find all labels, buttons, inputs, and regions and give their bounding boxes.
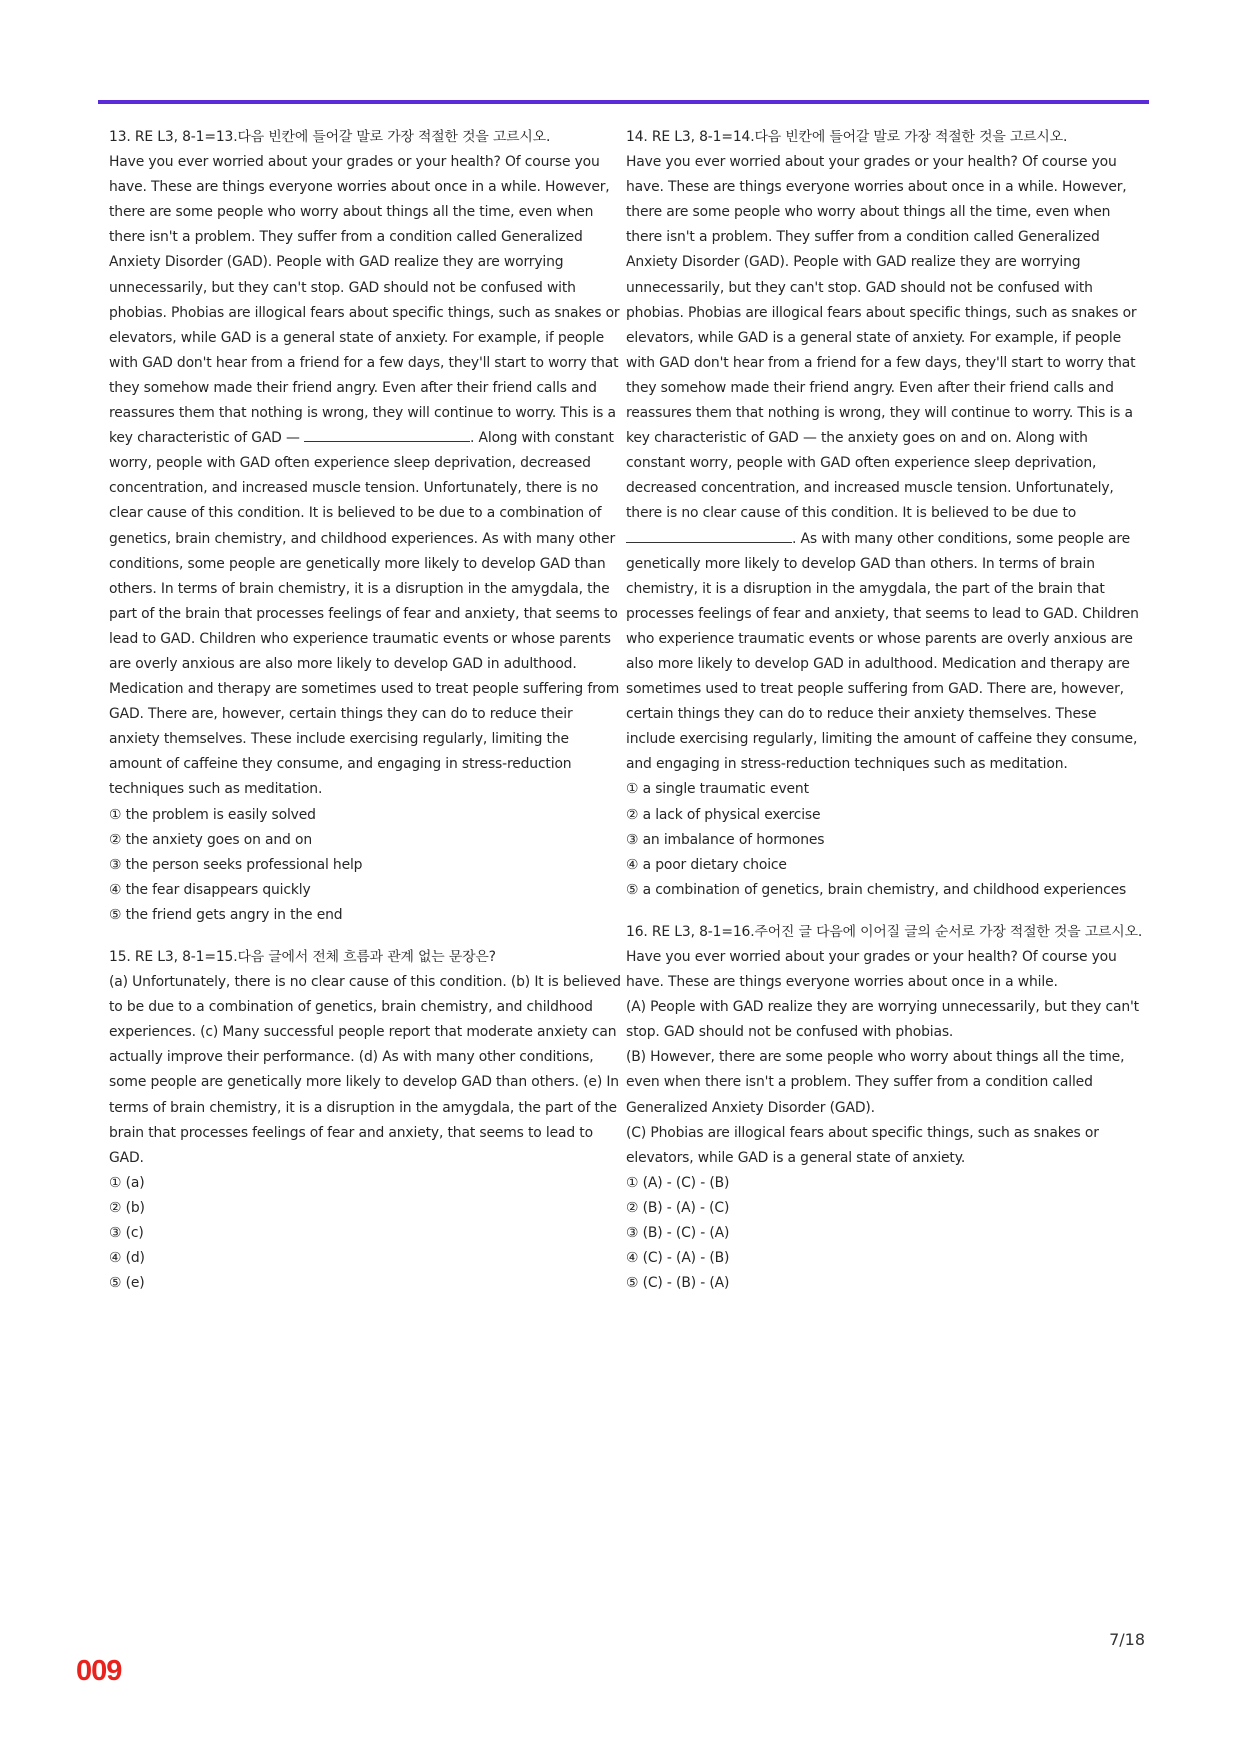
option-5[interactable]: ⑤ (C) - (B) - (A) xyxy=(626,1275,730,1292)
passage xyxy=(109,150,623,802)
answer-options xyxy=(109,1171,623,1296)
passage xyxy=(626,150,1146,777)
option-5[interactable]: ⑤ (e) xyxy=(109,1275,145,1292)
option-4[interactable]: ④ (d) xyxy=(109,1250,145,1267)
header-rule xyxy=(98,100,1149,104)
option-4[interactable]: ④ a poor dietary choice xyxy=(626,856,787,873)
passage xyxy=(626,945,1146,1171)
option-1[interactable]: ① (a) xyxy=(109,1174,145,1191)
paragraph-b: (B) However, there are some people who worry about things all the time, even when there isn't a problem. They suffer from a condition called Generalized Anxiety Disorder (GAD). xyxy=(626,1049,1125,1116)
passage: (a) Unfortunately, there is no clear cause of this condition. (b) It is believed to be due to a combination of genetics, brain chemistry, and childhood experiences. (c) Many successful people report that moderate anxiety can actually improve their performance. (d) As with many other conditions, some people are genetically more likely to develop GAD than others. (e) In terms of brain chemistry, it is a disruption in the amygdala, the part of the brain that processes feelings of fear and anxiety, that seems to lead to GAD. xyxy=(109,974,621,1166)
question-15 xyxy=(109,945,623,1296)
question-16 xyxy=(626,920,1146,1296)
left-column xyxy=(109,125,623,1296)
question-13 xyxy=(109,125,623,928)
option-4[interactable]: ④ (C) - (A) - (B) xyxy=(626,1250,730,1267)
answer-options xyxy=(109,803,623,928)
option-2[interactable]: ② (B) - (A) - (C) xyxy=(626,1199,730,1216)
option-2[interactable]: ② the anxiety goes on and on xyxy=(109,831,312,848)
question-title: 16. RE L3, 8-1=16.주어진 글 다음에 이어질 글의 순서로 가장 적절한 것을 고르시오. xyxy=(626,923,1143,940)
passage-text-after-blank: . As with many other conditions, some people are genetically more likely to develop GAD than others. In terms of brain chemistry, it is a disruption in the amygdala, the part of the brain that processes feelings of fear and anxiety, that seems to lead to GAD. Children who experience traumatic events or whose parents are overly anxious are also more likely to develop GAD in adulthood. Medication and therapy are sometimes used to treat people suffering from GAD. There are, however, certain things they can do to reduce their anxiety themselves. These include exercising regularly, limiting the amount of caffeine they consume, and engaging in stress-reduction techniques such as meditation. xyxy=(626,530,1139,773)
option-2[interactable]: ② a lack of physical exercise xyxy=(626,806,821,823)
question-title: 13. RE L3, 8-1=13.다음 빈칸에 들어갈 말로 가장 적절한 것을 고르시오. xyxy=(109,129,551,145)
option-3[interactable]: ③ (B) - (C) - (A) xyxy=(626,1225,730,1242)
option-2[interactable]: ② (b) xyxy=(109,1199,145,1216)
option-3[interactable]: ③ the person seeks professional help xyxy=(109,856,363,873)
option-1[interactable]: ① the problem is easily solved xyxy=(109,806,316,823)
given-text: Have you ever worried about your grades or your health? Of course you have. These are things everyone worries about once in a while. xyxy=(626,949,1117,991)
brand-mark: 009 xyxy=(76,1655,122,1687)
option-1[interactable]: ① (A) - (C) - (B) xyxy=(626,1174,730,1191)
option-1[interactable]: ① a single traumatic event xyxy=(626,781,809,798)
right-column xyxy=(626,125,1146,1296)
option-4[interactable]: ④ the fear disappears quickly xyxy=(109,881,311,898)
paragraph-c: (C) Phobias are illogical fears about specific things, such as snakes or elevators, while GAD is a general state of anxiety. xyxy=(626,1124,1099,1166)
answer-options xyxy=(626,777,1146,902)
page-number: 7/18 xyxy=(1109,1630,1145,1649)
answer-blank xyxy=(626,528,792,543)
passage-text-after-blank: . Along with constant worry, people with GAD often experience sleep deprivation, decreased concentration, and increased muscle tension. Unfortunately, there is no clear cause of this condition. It is believed to be due to a combination of genetics, brain chemistry, and childhood experiences. As with many other conditions, some people are genetically more likely to develop GAD than others. In terms of brain chemistry, it is a disruption in the amygdala, the part of the brain that processes feelings of fear and anxiety, that seems to lead to GAD. Children who experience traumatic events or whose parents are overly anxious are also more likely to develop GAD in adulthood. Medication and therapy are sometimes used to treat people suffering from GAD. There are, however, certain things they can do to reduce their anxiety themselves. These include exercising regularly, limiting the amount of caffeine they consume, and engaging in stress-reduction techniques such as meditation. xyxy=(109,430,620,798)
option-5[interactable]: ⑤ the friend gets angry in the end xyxy=(109,906,343,923)
passage-text-before-blank: Have you ever worried about your grades or your health? Of course you have. These are things everyone worries about once in a while. However, there are some people who worry about things all the time, even when there isn't a problem. They suffer from a condition called Generalized Anxiety Disorder (GAD). People with GAD realize they are worrying unnecessarily, but they can't stop. GAD should not be confused with phobias. Phobias are illogical fears about specific things, such as snakes or elevators, while GAD is a general state of anxiety. For example, if people with GAD don't hear from a friend for a few days, they'll start to worry that they somehow made their friend angry. Even after their friend calls and reassures them that nothing is wrong, they will continue to worry. This is a key characteristic of GAD — xyxy=(109,154,620,447)
option-5[interactable]: ⑤ a combination of genetics, brain chemistry, and childhood experiences xyxy=(626,881,1127,898)
option-3[interactable]: ③ (c) xyxy=(109,1225,144,1242)
answer-options xyxy=(626,1171,1146,1296)
passage-text-before-blank: Have you ever worried about your grades or your health? Of course you have. These are things everyone worries about once in a while. However, there are some people who worry about things all the time, even when there isn't a problem. They suffer from a condition called Generalized Anxiety Disorder (GAD). People with GAD realize they are worrying unnecessarily, but they can't stop. GAD should not be confused with phobias. Phobias are illogical fears about specific things, such as snakes or elevators, while GAD is a general state of anxiety. For example, if people with GAD don't hear from a friend for a few days, they'll start to worry that they somehow made their friend angry. Even after their friend calls and reassures them that nothing is wrong, they will continue to worry. This is a key characteristic of GAD — the anxiety goes on and on. Along with constant worry, people with GAD often experience sleep deprivation, decreased concentration, and increased muscle tension. Unfortunately, there is no clear cause of this condition. It is believed to be due to xyxy=(626,154,1137,522)
paragraph-a: (A) People with GAD realize they are worrying unnecessarily, but they can't stop. GAD should not be confused with phobias. xyxy=(626,999,1139,1041)
question-14 xyxy=(626,125,1146,903)
option-3[interactable]: ③ an imbalance of hormones xyxy=(626,831,825,848)
question-title: 14. RE L3, 8-1=14.다음 빈칸에 들어갈 말로 가장 적절한 것을 고르시오. xyxy=(626,129,1068,145)
question-title: 15. RE L3, 8-1=15.다음 글에서 전체 흐름과 관계 없는 문장은? xyxy=(109,949,496,965)
answer-blank xyxy=(304,427,470,442)
